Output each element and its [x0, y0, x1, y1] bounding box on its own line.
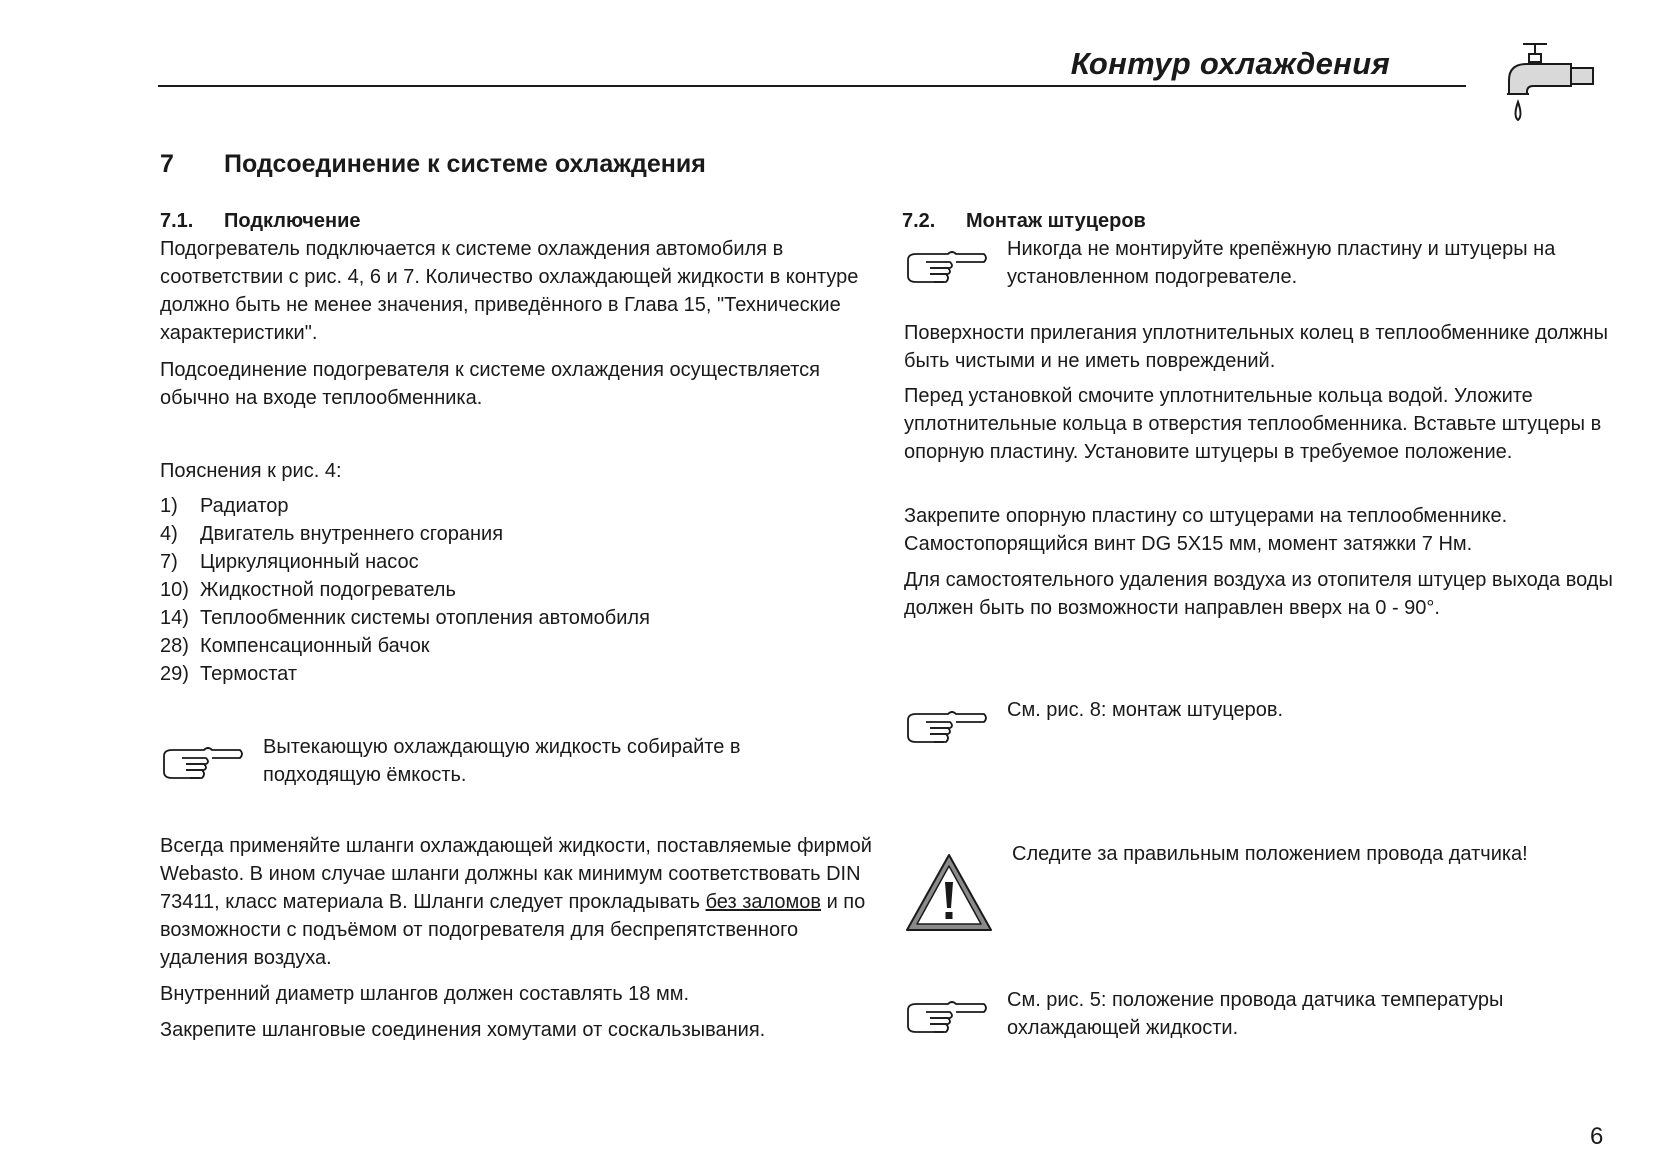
chapter-title: Подсоединение к системе охлаждения	[224, 150, 706, 178]
chapter-heading	[160, 150, 706, 179]
section-7-2-heading	[902, 210, 1146, 233]
list-item: 28) Компенсационный бачок	[160, 635, 430, 657]
left-paragraph-4: Внутренний диаметр шлангов должен составлять 18 мм.	[160, 983, 690, 1005]
paragraph-text: Подогреватель подключается к системе охлаждения автомобиля в соответствии с рис. 4, 6 и 7. Количество охлаждающей жидкости в контуре должно быть не менее значения, приведённого в Глава 15, "Технические характеристики".	[160, 238, 859, 344]
left-paragraph-2	[160, 356, 870, 412]
right-paragraph-2: Перед установкой смочите уплотнительные кольца водой. Уложите уплотнительные кольца в отверстия теплообменника. Вставьте штуцеры в опорную пластину. Установите штуцеры в требуемое положение.	[904, 385, 1602, 463]
page-number: 6	[1590, 1123, 1604, 1150]
right-note-1: Никогда не монтируйте крепёжную пластину и штуцеры на установленном подогревателе.	[1007, 238, 1556, 288]
pointing-hand-icon	[904, 706, 990, 746]
pointing-hand-icon	[160, 742, 246, 782]
list-item: 4) Двигатель внутреннего сгорания	[160, 523, 504, 545]
water-tap-icon	[1495, 38, 1605, 134]
left-note-1: Вытекающую охлаждающую жидкость собирайте в подходящую ёмкость.	[263, 736, 741, 786]
header-rule	[158, 85, 1466, 87]
left-paragraph-3	[160, 832, 880, 972]
pointing-hand-icon	[904, 246, 990, 286]
legend-title: Пояснения к рис. 4:	[160, 460, 342, 482]
paragraph-text: Всегда применяйте шланги охлаждающей жидкости, поставляемые фирмой Webasto. В ином случае шланги должны как минимум соответствовать DIN 73411, класс материала В. Шланги следует прокладывать	[160, 835, 872, 913]
section-title: Монтаж штуцеров	[966, 210, 1146, 232]
underlined-text: без заломов	[705, 891, 822, 913]
list-item: 29) Термостат	[160, 663, 297, 685]
chapter-number: 7	[160, 150, 174, 178]
list-item: 7) Циркуляционный насос	[160, 551, 419, 573]
paragraph-text: Подсоединение подогревателя к системе охлаждения осуществляется обычно на входе теплообменника.	[160, 359, 821, 409]
right-note-2: См. рис. 8: монтаж штуцеров.	[1007, 699, 1284, 721]
list-item: 14) Теплообменник системы отопления автомобиля	[160, 607, 650, 629]
section-number: 7.2.	[902, 210, 936, 232]
left-paragraph-5: Закрепите шланговые соединения хомутами от соскальзывания.	[160, 1019, 766, 1041]
section-number: 7.1.	[160, 210, 194, 232]
warning-triangle-icon	[904, 852, 994, 934]
paragraph-text: и по возможности с подъёмом от подогревателя для беспрепятственного удаления воздуха.	[160, 891, 866, 969]
right-paragraph-4: Для самостоятельного удаления воздуха из отопителя штуцер выхода воды должен быть по возможности направлен вверх на 0 - 90°.	[904, 569, 1613, 619]
right-paragraph-1: Поверхности прилегания уплотнительных колец в теплообменнике должны быть чистыми и не иметь повреждений.	[904, 322, 1609, 372]
right-paragraph-3: Закрепите опорную пластину со штуцерами на теплообменнике. Самостопорящийся винт DG 5X15 мм, момент затяжки 7 Нм.	[904, 505, 1508, 555]
page-header-title: Контур охлаждения	[1070, 46, 1390, 81]
left-paragraph-1	[160, 235, 870, 347]
legend-list	[160, 492, 870, 688]
section-title: Подключение	[224, 210, 361, 232]
section-7-1-heading	[160, 210, 361, 233]
pointing-hand-icon	[904, 996, 990, 1036]
right-note-3: См. рис. 5: положение провода датчика температуры охлаждающей жидкости.	[1007, 989, 1504, 1039]
list-item: 1) Радиатор	[160, 495, 289, 517]
list-item: 10) Жидкостной подогреватель	[160, 579, 456, 601]
sensor-wire-warning: Следите за правильным положением провода датчика!	[1012, 843, 1528, 865]
